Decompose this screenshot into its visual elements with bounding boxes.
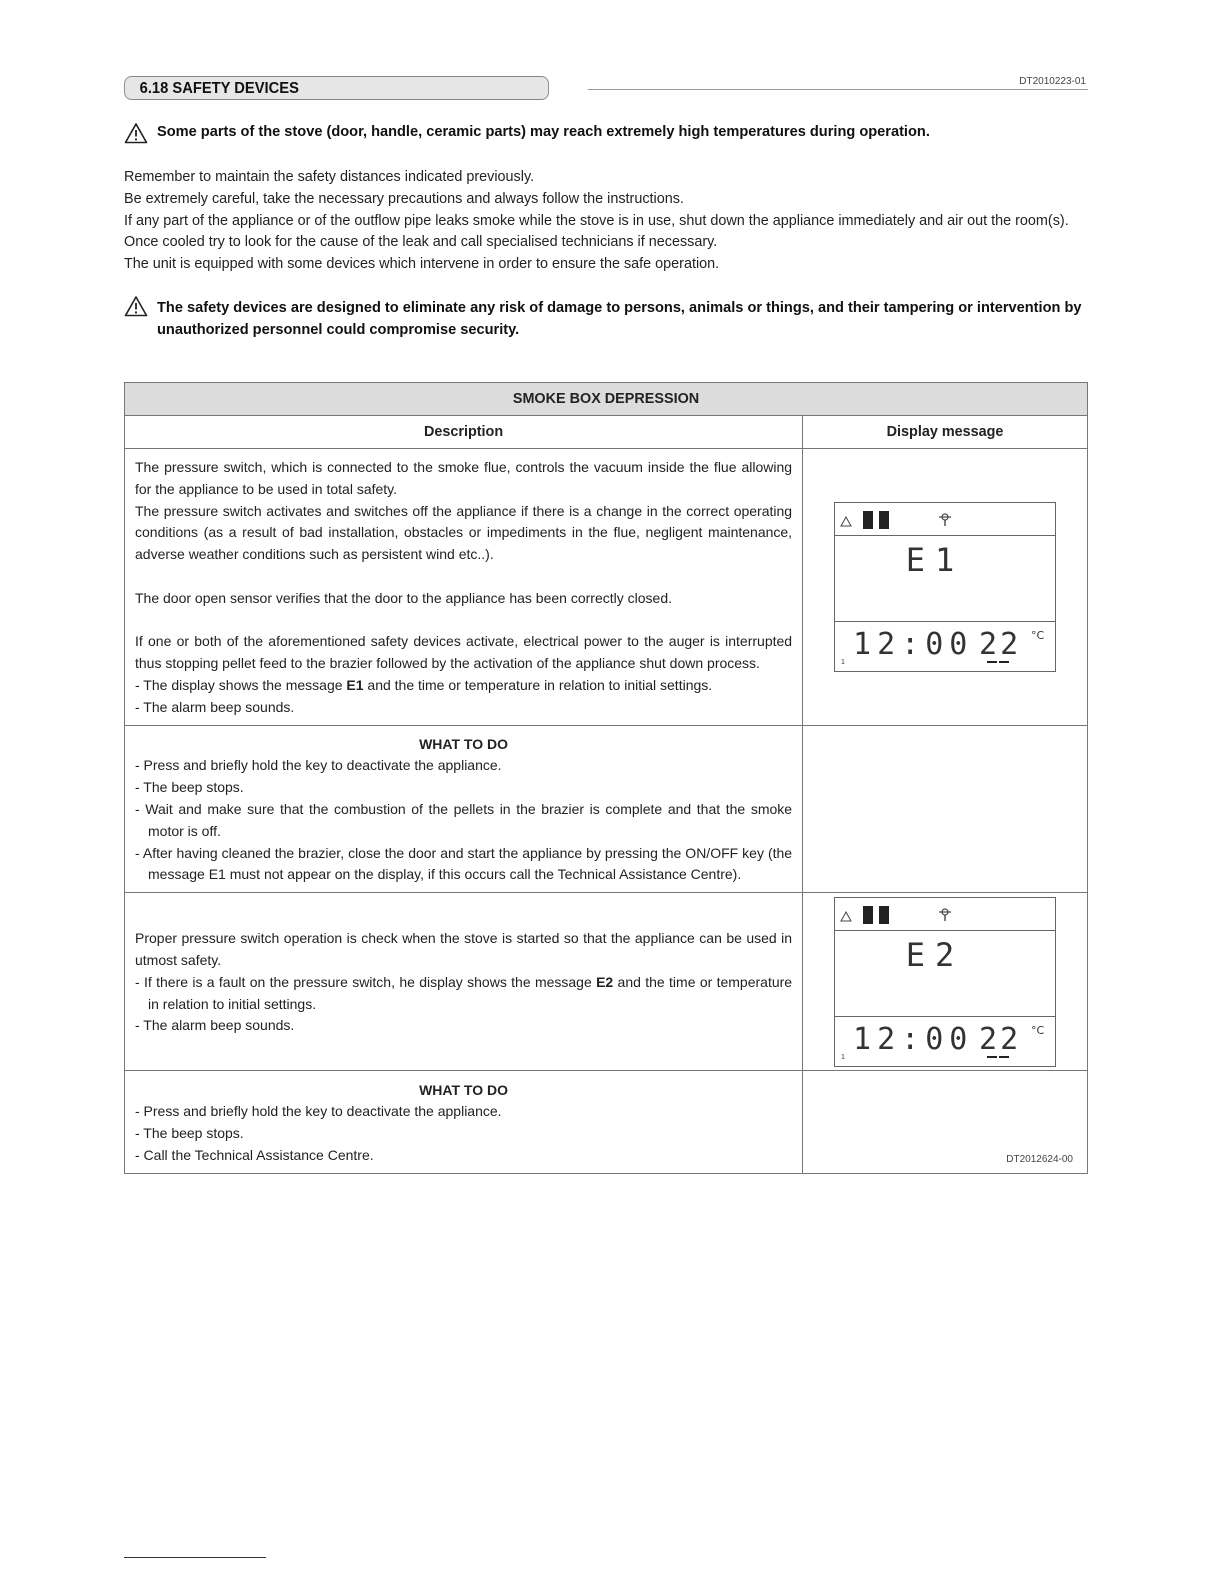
display-cell-empty xyxy=(803,725,1088,893)
description-paragraph: Proper pressure switch operation is check when the stove is started so that the appliance can be used in utmost safety. xyxy=(135,930,793,968)
doc-code-bottom: DT2012624-00 xyxy=(1006,1154,1073,1166)
power-bars-icon xyxy=(863,906,889,924)
warning-triangle-icon xyxy=(124,295,148,317)
warning-safety-text xyxy=(157,297,1082,341)
description-bullet xyxy=(135,972,792,1016)
description-bullet: - The alarm beep sounds. xyxy=(135,698,295,715)
table-row xyxy=(125,1071,1088,1174)
what-to-do-cell xyxy=(125,725,803,893)
bullet-text: - If there is a fault on the pressure switch, he display shows the message xyxy=(135,973,597,990)
warning-triangle-icon xyxy=(124,122,148,144)
alarm-triangle-icon xyxy=(841,517,851,526)
lcd-temperature: 22 xyxy=(979,626,1022,662)
display-cell-empty xyxy=(803,1071,1088,1174)
fan-icon xyxy=(939,514,951,526)
lcd-error-code: E2 xyxy=(905,935,965,974)
error-code: E2 xyxy=(596,973,614,990)
header-rule xyxy=(588,89,1088,90)
intro-paragraphs xyxy=(124,167,1069,276)
section-title: 6.18 SAFETY DEVICES xyxy=(124,76,549,100)
what-to-do-item: - Wait and make sure that the combustion of the pellets in the brazier is complete and that the smoke motor is off. xyxy=(135,800,793,839)
column-header-description: Description xyxy=(125,416,803,449)
description-bullet: - The alarm beep sounds. xyxy=(135,1017,295,1034)
intro-line: The unit is equipped with some devices which intervene in order to ensure the safe operation. xyxy=(124,256,720,273)
table-row xyxy=(125,449,1088,726)
bullet-text: - The display shows the message xyxy=(135,676,347,693)
description-cell xyxy=(125,893,803,1071)
lcd-temperature-unit: °C xyxy=(1031,628,1045,642)
lcd-temperature-unit: °C xyxy=(1031,1023,1045,1037)
lcd-display-e2 xyxy=(834,897,1056,1067)
display-cell xyxy=(803,893,1088,1071)
warning-heat-text: Some parts of the stove (door, handle, ceramic parts) may reach extremely high temperatures during operation. xyxy=(157,124,930,140)
table-row xyxy=(125,725,1088,893)
table-title: SMOKE BOX DEPRESSION xyxy=(125,383,1088,416)
lcd-temperature: 22 xyxy=(979,1021,1022,1057)
description-bullet xyxy=(135,675,792,697)
bullet-text: and the time or temperature in relation to initial settings. xyxy=(148,973,793,1012)
smoke-box-table xyxy=(124,382,1088,1174)
lcd-time: 12:00 xyxy=(853,626,974,662)
lcd-time: 12:00 xyxy=(853,1021,974,1057)
intro-line: Once cooled try to look for the cause of the leak and call specialised technicians if necessary. xyxy=(124,234,718,251)
lcd-display-e1 xyxy=(834,502,1056,672)
description-paragraph: The pressure switch, which is connected to the smoke flue, controls the vacuum inside the flue allowing for the appliance to be used in total safety. xyxy=(135,459,793,497)
what-to-do-heading: WHAT TO DO xyxy=(419,1081,508,1098)
doc-code-top: DT2010223-01 xyxy=(1019,76,1086,87)
description-paragraph: The door open sensor verifies that the door to the appliance has been correctly closed. xyxy=(135,589,672,606)
intro-line: Remember to maintain the safety distances indicated previously. xyxy=(124,169,535,185)
what-to-do-item: - The beep stops. xyxy=(135,1125,244,1142)
display-cell xyxy=(803,449,1088,726)
what-to-do-heading: WHAT TO DO xyxy=(419,735,508,752)
warning-safety-line-1: The safety devices are designed to eliminate any risk of damage to persons, animals or things, and their tampering or intervention by xyxy=(157,300,1082,316)
lcd-error-code: E1 xyxy=(905,540,965,579)
what-to-do-item: - Press and briefly hold the key to deactivate the appliance. xyxy=(135,757,502,774)
footnote-rule xyxy=(124,1557,266,1558)
description-paragraph: The pressure switch activates and switches off the appliance if there is a change in the correct operating conditions (as a result of bad installation, obstacles or impediments in the flue, negligent maintenance, adverse weather conditions such as persistent wind etc..). xyxy=(135,502,793,563)
description-paragraph: If one or both of the aforementioned safety devices activate, electrical power to the auger is interrupted thus stopping pellet feed to the brazier followed by the activation of the appliance shut down process. xyxy=(135,633,793,672)
alarm-triangle-icon xyxy=(841,912,851,921)
what-to-do-item: - Call the Technical Assistance Centre. xyxy=(135,1146,374,1163)
error-code: E1 xyxy=(346,676,364,693)
lcd-marker: 1 xyxy=(841,658,845,666)
lcd-marker: 1 xyxy=(841,1053,845,1061)
power-bars-icon xyxy=(863,511,889,529)
warning-safety-line-2: unauthorized personnel could compromise security. xyxy=(157,322,520,338)
column-header-display: Display message xyxy=(803,416,1088,449)
fan-icon xyxy=(939,909,951,921)
intro-line: Be extremely careful, take the necessary precautions and always follow the instructions. xyxy=(124,190,684,207)
what-to-do-item: - After having cleaned the brazier, close the door and start the appliance by pressing the ON/OFF key (the message E1 must not appear on the display, if this occurs call the Technical Assistance Centre). xyxy=(135,844,793,883)
what-to-do-item: - The beep stops. xyxy=(135,779,244,796)
what-to-do-cell xyxy=(125,1071,803,1174)
intro-line: If any part of the appliance or of the outflow pipe leaks smoke while the stove is in use, shut down the appliance immediately and air out the room(s). xyxy=(124,212,1069,229)
table-row xyxy=(125,893,1088,1071)
description-cell xyxy=(125,449,803,726)
what-to-do-item: - Press and briefly hold the key to deactivate the appliance. xyxy=(135,1103,502,1120)
bullet-text: and the time or temperature in relation to initial settings. xyxy=(363,676,713,693)
